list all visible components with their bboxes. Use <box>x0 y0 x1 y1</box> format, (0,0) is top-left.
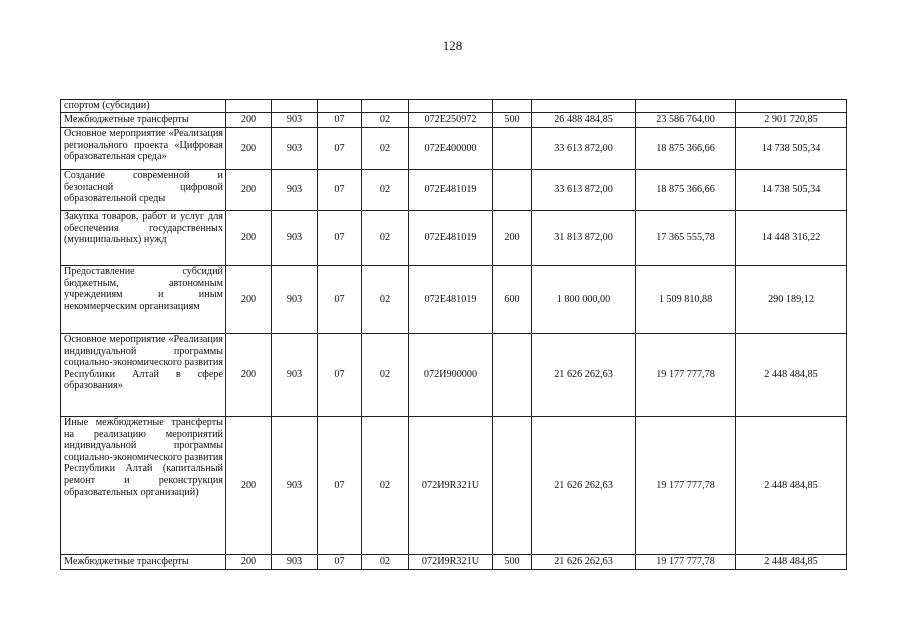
subsection-code-cell: 02 <box>362 170 409 211</box>
amount-planned-cell: 21 626 262,63 <box>532 334 636 417</box>
amount-remaining-cell: 2 448 484,85 <box>736 555 847 570</box>
admin-code-cell: 200 <box>226 334 272 417</box>
section-code-cell: 07 <box>318 128 362 170</box>
table-row <box>61 417 847 555</box>
amount-executed-cell: 18 875 366,66 <box>636 128 736 170</box>
section-code-cell <box>318 100 362 113</box>
amount-remaining-cell: 14 448 316,22 <box>736 211 847 266</box>
admin-code-cell <box>226 100 272 113</box>
amount-executed-cell: 19 177 777,78 <box>636 417 736 555</box>
subsection-code-cell: 02 <box>362 334 409 417</box>
amount-executed-cell: 18 875 366,66 <box>636 170 736 211</box>
page-number: 128 <box>442 38 463 53</box>
section-code-cell: 07 <box>318 555 362 570</box>
target-article-cell: 072Е400000 <box>409 128 493 170</box>
amount-executed-cell: 19 177 777,78 <box>636 555 736 570</box>
ministry-code-cell <box>272 100 318 113</box>
expense-type-cell <box>493 334 532 417</box>
row-name-cell: Предоставление субсидий бюджетным, автономным учреждениям и иным некоммерческим организациям <box>61 266 226 334</box>
amount-planned-cell: 31 813 872,00 <box>532 211 636 266</box>
admin-code-cell: 200 <box>226 113 272 128</box>
amount-executed-cell: 19 177 777,78 <box>636 334 736 417</box>
expense-type-cell <box>493 100 532 113</box>
amount-remaining-cell: 290 189,12 <box>736 266 847 334</box>
table-row <box>61 170 847 211</box>
row-name-cell: Межбюджетные трансферты <box>61 555 226 570</box>
row-name-cell: Основное мероприятие «Реализация индивидуальной программы социально-экономического развития Республики Алтай в сфере образования» <box>61 334 226 417</box>
table-row <box>61 128 847 170</box>
amount-remaining-cell <box>736 100 847 113</box>
row-name-cell: спортом (субсидии) <box>61 100 226 113</box>
admin-code-cell: 200 <box>226 128 272 170</box>
ministry-code-cell: 903 <box>272 555 318 570</box>
expense-type-cell: 200 <box>493 211 532 266</box>
target-article-cell: 072И9R321U <box>409 555 493 570</box>
amount-executed-cell: 23 586 764,00 <box>636 113 736 128</box>
expense-type-cell: 600 <box>493 266 532 334</box>
amount-planned-cell: 1 800 000,00 <box>532 266 636 334</box>
amount-remaining-cell: 2 448 484,85 <box>736 334 847 417</box>
subsection-code-cell <box>362 100 409 113</box>
section-code-cell: 07 <box>318 211 362 266</box>
target-article-cell: 072И9R321U <box>409 417 493 555</box>
subsection-code-cell: 02 <box>362 555 409 570</box>
amount-remaining-cell: 14 738 505,34 <box>736 128 847 170</box>
amount-executed-cell: 1 509 810,88 <box>636 266 736 334</box>
ministry-code-cell: 903 <box>272 128 318 170</box>
subsection-code-cell: 02 <box>362 417 409 555</box>
subsection-code-cell: 02 <box>362 128 409 170</box>
amount-remaining-cell: 2 448 484,85 <box>736 417 847 555</box>
target-article-cell <box>409 100 493 113</box>
target-article-cell: 072Е250972 <box>409 113 493 128</box>
amount-remaining-cell: 2 901 720,85 <box>736 113 847 128</box>
section-code-cell: 07 <box>318 113 362 128</box>
row-name-cell: Закупка товаров, работ и услуг для обеспечения государственных (муниципальных) нужд <box>61 211 226 266</box>
admin-code-cell: 200 <box>226 170 272 211</box>
ministry-code-cell: 903 <box>272 266 318 334</box>
amount-remaining-cell: 14 738 505,34 <box>736 170 847 211</box>
amount-planned-cell <box>532 100 636 113</box>
admin-code-cell: 200 <box>226 555 272 570</box>
amount-planned-cell: 21 626 262,63 <box>532 555 636 570</box>
table-row <box>61 266 847 334</box>
target-article-cell: 072И900000 <box>409 334 493 417</box>
row-name-cell: Создание современной и безопасной цифровой образовательной среды <box>61 170 226 211</box>
row-name-cell: Межбюджетные трансферты <box>61 113 226 128</box>
expense-type-cell: 500 <box>493 113 532 128</box>
section-code-cell: 07 <box>318 417 362 555</box>
amount-planned-cell: 33 613 872,00 <box>532 170 636 211</box>
table-row <box>61 334 847 417</box>
section-code-cell: 07 <box>318 334 362 417</box>
admin-code-cell: 200 <box>226 417 272 555</box>
expense-type-cell: 500 <box>493 555 532 570</box>
target-article-cell: 072Е481019 <box>409 170 493 211</box>
table-row <box>61 113 847 128</box>
subsection-code-cell: 02 <box>362 266 409 334</box>
admin-code-cell: 200 <box>226 211 272 266</box>
ministry-code-cell: 903 <box>272 417 318 555</box>
expense-type-cell <box>493 128 532 170</box>
row-name-cell: Иные межбюджетные трансферты на реализацию мероприятий индивидуальной программы социально-экономического развития Республики Алтай (капитальный ремонт и реконструкция образовательных организаций) <box>61 417 226 555</box>
ministry-code-cell: 903 <box>272 211 318 266</box>
ministry-code-cell: 903 <box>272 113 318 128</box>
row-name-cell: Основное мероприятие «Реализация регионального проекта «Цифровая образовательная среда» <box>61 128 226 170</box>
section-code-cell: 07 <box>318 170 362 211</box>
target-article-cell: 072Е481019 <box>409 211 493 266</box>
table-row <box>61 100 847 113</box>
amount-planned-cell: 33 613 872,00 <box>532 128 636 170</box>
section-code-cell: 07 <box>318 266 362 334</box>
admin-code-cell: 200 <box>226 266 272 334</box>
subsection-code-cell: 02 <box>362 211 409 266</box>
table-row <box>61 211 847 266</box>
amount-executed-cell <box>636 100 736 113</box>
expense-type-cell <box>493 417 532 555</box>
budget-table <box>60 99 847 570</box>
table-row <box>61 555 847 570</box>
amount-planned-cell: 21 626 262,63 <box>532 417 636 555</box>
target-article-cell: 072Е481019 <box>409 266 493 334</box>
ministry-code-cell: 903 <box>272 334 318 417</box>
amount-executed-cell: 17 365 555,78 <box>636 211 736 266</box>
subsection-code-cell: 02 <box>362 113 409 128</box>
expense-type-cell <box>493 170 532 211</box>
ministry-code-cell: 903 <box>272 170 318 211</box>
amount-planned-cell: 26 488 484,85 <box>532 113 636 128</box>
